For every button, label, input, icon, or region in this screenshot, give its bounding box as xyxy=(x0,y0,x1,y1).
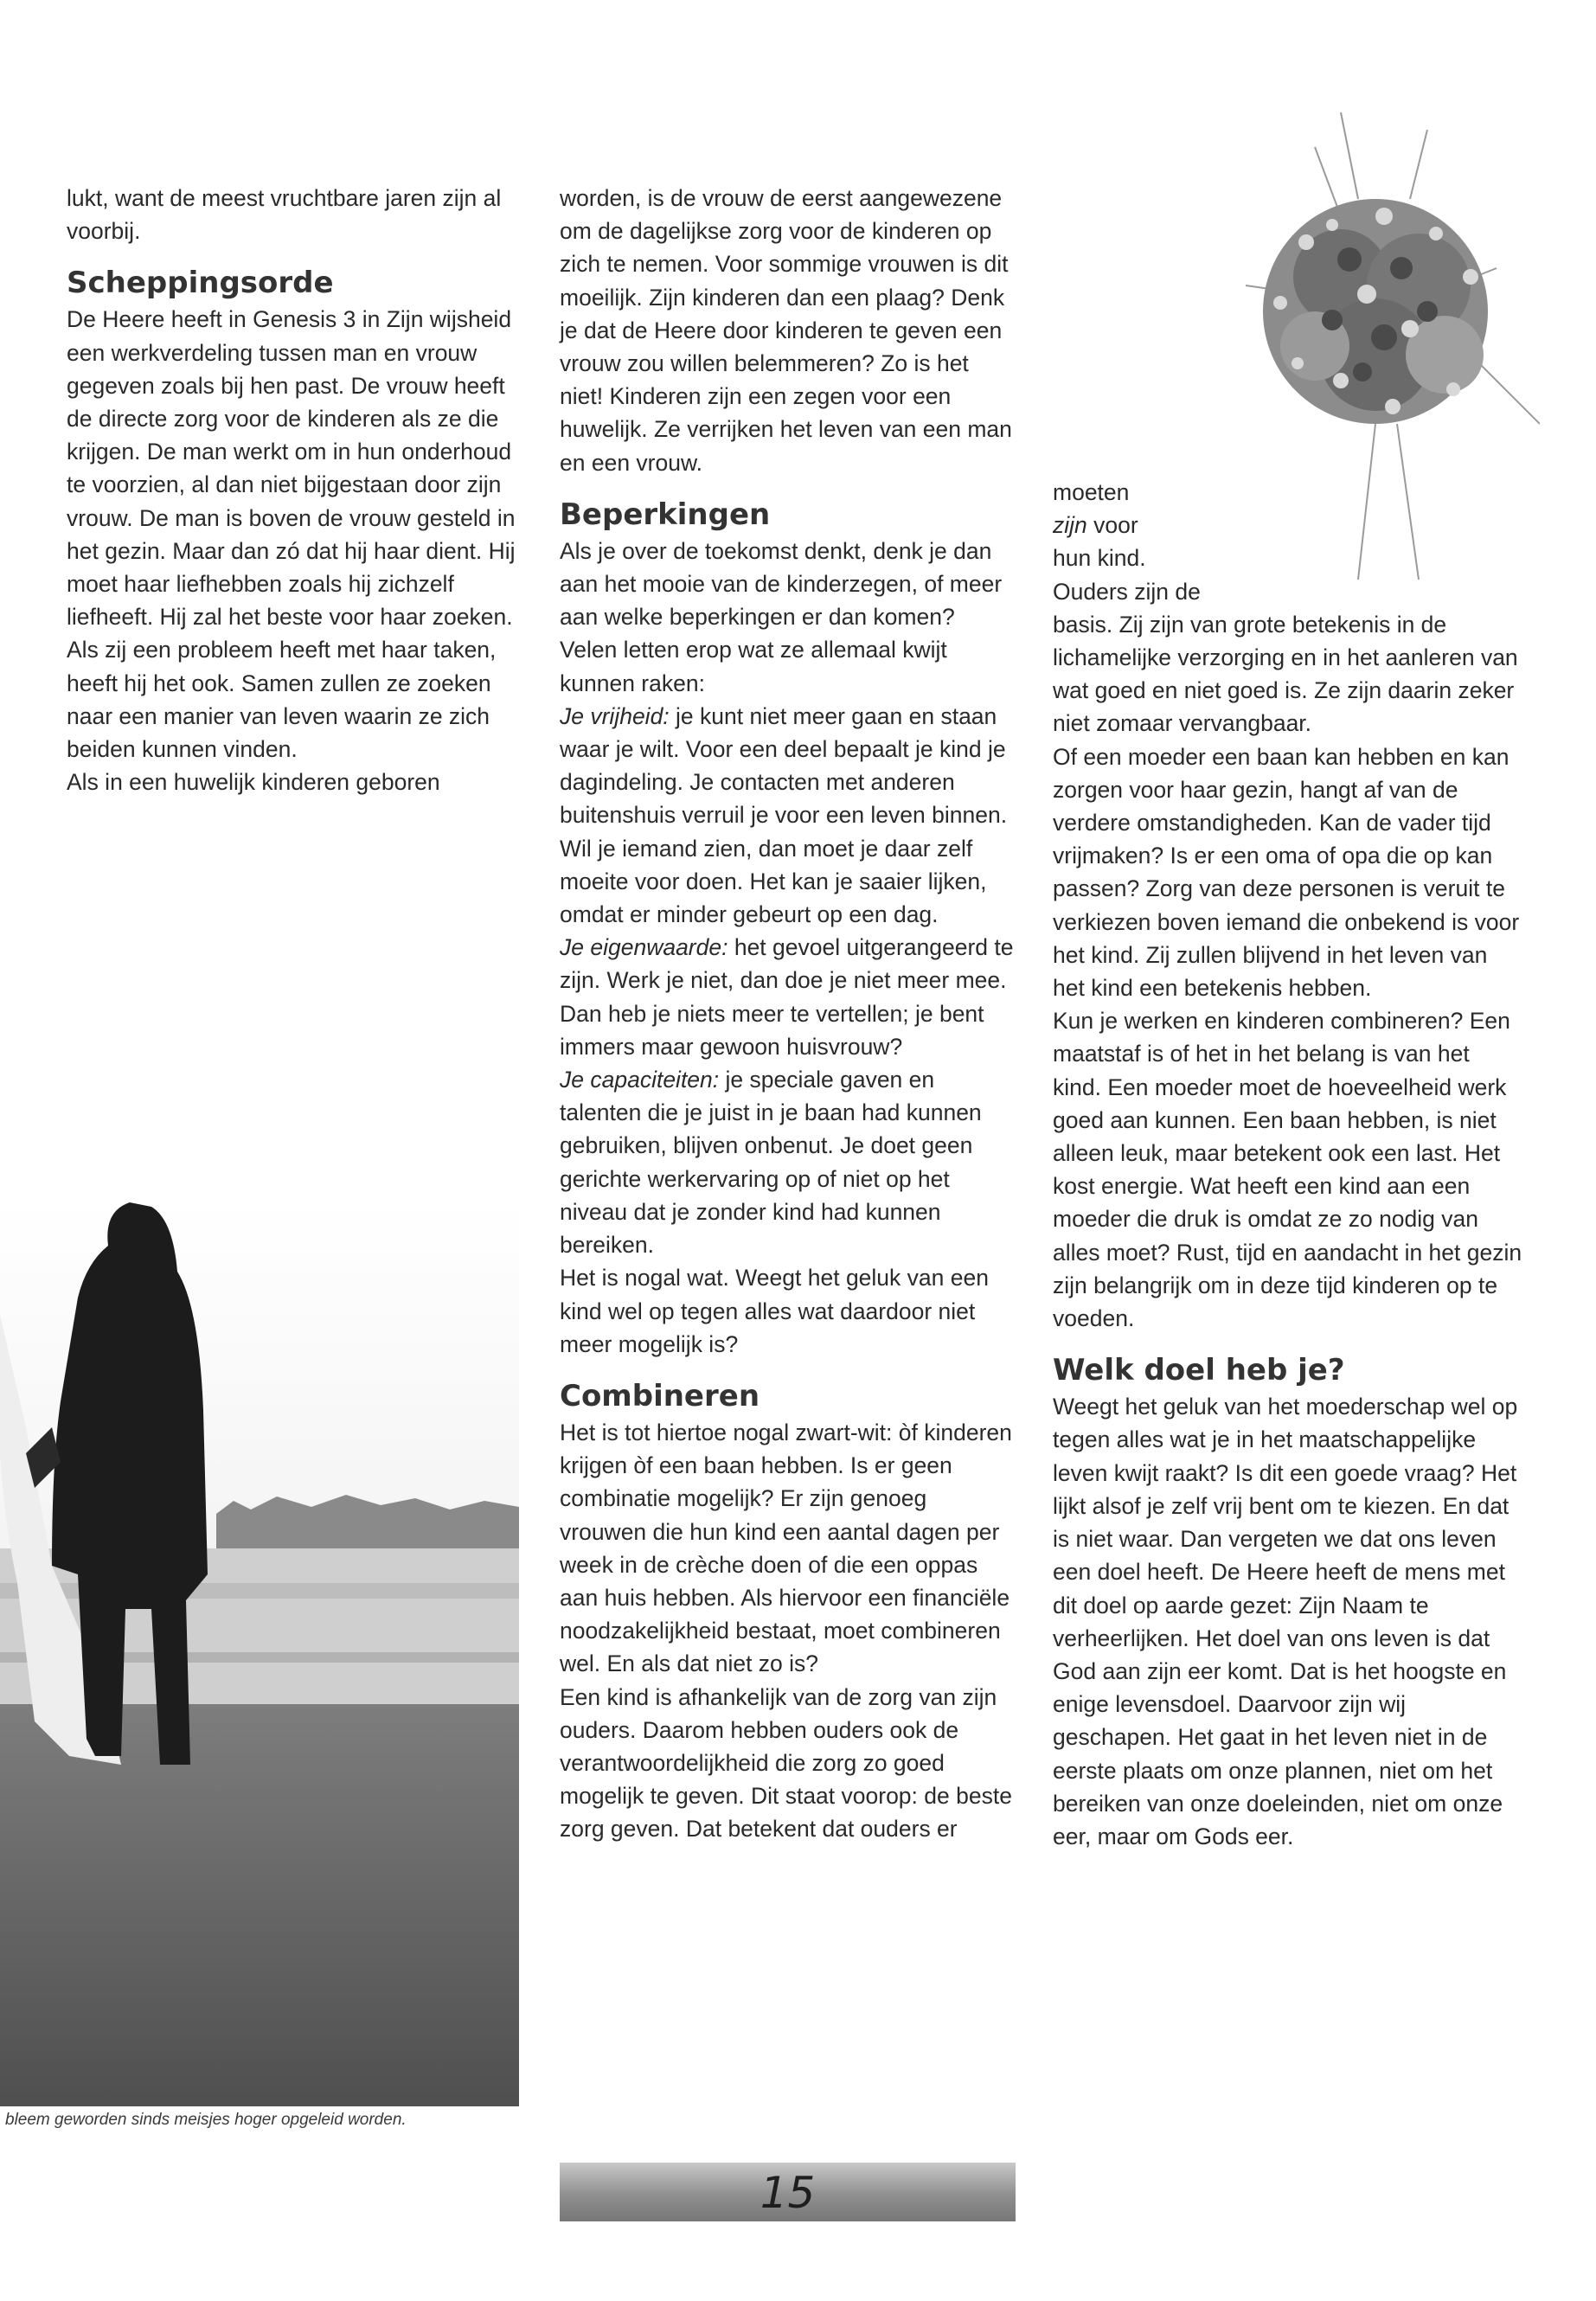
zijn-voor-line xyxy=(1053,509,1247,542)
eigenwaarde-paragraph xyxy=(560,931,1018,1063)
voor-word: voor xyxy=(1086,512,1138,539)
col3-paragraph-3: Kun je werken en kinderen combineren? Een maatstaf is of het in het belang is van het kind. Een moeder moet de hoeveelheid werk goed aan kunnen. Een baan hebben, is niet alleen leuk, maar betekent ook een last. Het kost energie. Wat heeft een kind aan een moeder die druk is omdat ze zo nodig van alles moet? Rust, tijd en aandacht in het gezin zijn belangrijk om in deze tijd kinderen op te voeden. xyxy=(1053,1008,1522,1332)
heading-welk-doel: Welk doel heb je? xyxy=(1053,1353,1345,1388)
moeten-line: moeten xyxy=(1053,479,1130,505)
page-number: 15 xyxy=(760,2168,816,2218)
eigenwaarde-label: Je eigenwaarde: xyxy=(560,934,728,961)
heading-beperkingen: Beperkingen xyxy=(560,497,771,532)
ouders-line: Ouders zijn de xyxy=(1053,578,1201,605)
column-1 xyxy=(67,182,525,798)
eigenwaarde-text: het gevoel uitgerangeerd te zijn. Werk je niet, dan doe je niet meer mee. Dan heb je niets meer te vertellen; je bent immers maar gewoon huisvrouw? xyxy=(560,934,1014,1060)
photo-caption: bleem geworden sinds meisjes hoger opgeleid worden. xyxy=(5,2111,407,2129)
capaciteiten-label: Je capaciteiten: xyxy=(560,1067,720,1093)
wedding-couple-photo xyxy=(0,1202,519,2106)
vrijheid-paragraph xyxy=(560,700,1018,931)
vrijheid-label: Je vrijheid: xyxy=(560,702,670,729)
col3-paragraph-2: Of een moeder een baan kan hebben en kan zorgen voor haar gezin, hangt af van de verdere omstandigheden. Kan de vader tijd vrijmaken? Is er een oma of opa die op kan passen? Zorg van deze personen is veruit te verkiezen boven iemand die onbekend is voor het kind. Zij zullen blijvend in het leven van het kind een betekenis hebben. xyxy=(1053,743,1520,1002)
col2-intro: worden, is de vrouw de eerst aangewezene om de dagelijkse zorg voor de kinderen op zich te nemen. Voor sommige vrouwen is dit moeilijk. Zijn kinderen dan een plaag? Denk je dat de Heere door kinderen te geven een vrouw zou willen belemmeren? Zo is het niet! Kinderen zijn een zegen voor een huwelijk. Ze verrijken het leven van een man en een vrouw. xyxy=(560,185,1012,476)
beperkingen-paragraph: Als je over de toekomst denkt, denk je dan aan het mooie van de kinderzegen, of meer aan welke beperkingen er dan komen? Velen letten erop wat ze allemaal kwijt kunnen raken: xyxy=(560,537,1003,696)
conclusion-paragraph: Het is nogal wat. Weegt het geluk van een kind wel op tegen alles wat daardoor niet meer mogelijk is? xyxy=(560,1265,989,1357)
col1-intro: lukt, want de meest vruchtbare jaren zijn al voorbij. xyxy=(67,185,502,245)
combineren-paragraph-2: Een kind is afhankelijk van de zorg van zijn ouders. Daarom hebben ouders ook de verantwoordelijkheid die zorg zo goed mogelijk te geven. Dit staat voorop: de beste zorg geven. Dat betekent dat ouders er xyxy=(560,1683,1012,1843)
heading-combineren: Combineren xyxy=(560,1378,760,1413)
zijn-word: zijn xyxy=(1053,512,1087,539)
vrijheid-text: je kunt niet meer gaan en staan waar je wilt. Voor een deel bepaalt je kind je dagindeling. Je contacten met anderen buitenshuis verruil je voor een leven binnen. Wil je iemand zien, dan moet je daar zelf moeite voor doen. Het kan je saaier lijken, omdat er minder gebeurt op een dag. xyxy=(560,702,1008,928)
doel-paragraph: Weegt het geluk van het moederschap wel op tegen alles wat je in het maatschappelijke leven kwijt raakt? Is dit een goede vraag? Het lijkt alsof je zelf vrij bent om te kiezen. En dat is niet waar. Dan vergeten we dat ons leven een doel heeft. De Heere heeft de mens met dit doel op aarde gezet: Zijn Naam te verheerlijken. Het doel van ons leven is dat God aan zijn eer komt. Dat is het hoogste en enige levensdoel. Daarvoor zijn wij geschapen. Het gaat in het leven niet in de eerste plaats om onze plannen, niet om het bereiken van onze doeleinden, niet om onze eer, maar om Gods eer. xyxy=(1053,1394,1518,1849)
page-number-bar xyxy=(560,2163,1016,2221)
combineren-paragraph: Het is tot hiertoe nogal zwart-wit: òf kinderen krijgen òf een baan hebben. Is er geen combinatie mogelijk? Er zijn genoeg vrouwen die hun kind een aantal dagen per week in de crèche doen of die een oppas aan huis hebben. Als hiervoor een financiële noodzakelijkheid bestaat, moet combineren wel. En als dat niet zo is? xyxy=(560,1419,1012,1677)
col3-paragraph-1: basis. Zij zijn van grote betekenis in de lichamelijke verzorging en in het aanleren van wat goed en niet goed is. Ze zijn daarin zeker niet zomaar vervangbaar. xyxy=(1053,611,1518,737)
heading-scheppingsorde: Scheppingsorde xyxy=(67,266,334,301)
capaciteiten-text: je speciale gaven en talenten die je juist in je baan had kunnen gebruiken, blijven onbenut. Je doet geen gerichte werkervaring op of niet op het niveau dat je zonder kind had kunnen bereiken. xyxy=(560,1067,982,1259)
capaciteiten-paragraph xyxy=(560,1063,1018,1261)
column-3 xyxy=(1053,476,1524,1853)
scheppingsorde-paragraph: De Heere heeft in Genesis 3 in Zijn wijsheid een werkverdeling tussen man en vrouw gegeven zoals bij hen past. De vrouw heeft de directe zorg voor de kinderen als ze die krijgen. De man werkt om in hun onderhoud te voorzien, al dan niet bijgestaan door zijn vrouw. De man is boven de vrouw gesteld in het gezin. Maar dan zó dat hij haar dient. Hij moet haar liefhebben zoals hij zichzelf liefheeft. Hij zal het beste voor haar zoeken. Als zij een probleem heeft met haar taken, heeft hij het ook. Samen zullen ze zoeken naar een manier van leven waarin ze zich beiden kunnen vinden. xyxy=(67,306,516,763)
hun-kind-line: hun kind. xyxy=(1053,545,1146,572)
column-2 xyxy=(560,182,1018,1846)
col1-last-line: Als in een huwelijk kinderen geboren xyxy=(67,769,440,796)
